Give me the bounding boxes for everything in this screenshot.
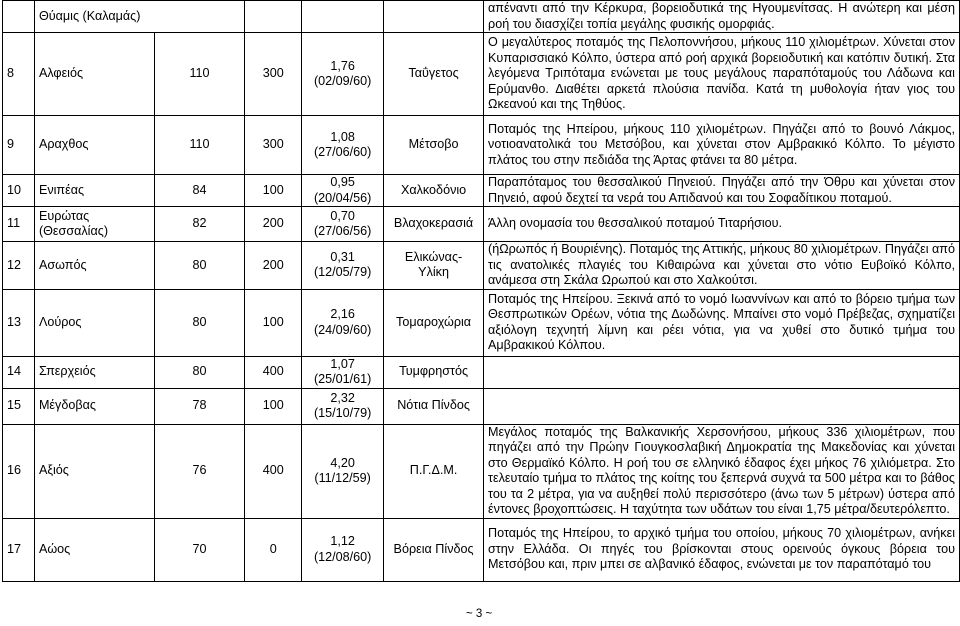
record-date: (11/12/59) bbox=[314, 471, 371, 485]
record-date: (25/01/61) bbox=[313, 372, 372, 386]
river-description: Ποταμός της Ηπείρου. Ξεκινά από το νομό Ιωαννίνων και από το βόρειο τμήμα των Θεσπρωτικών Ορέων, νότια της Δωδώνης. Μπαίνει στο νομό Πρέβεζας, σχηματίζει αξιόλογη τεχνητή λίμνη και ρέει νότια, για να χυθεί στο δυτικό τμήμα του Αμβρακικού Κόλπου. bbox=[484, 289, 960, 356]
table-row bbox=[3, 388, 960, 424]
record-value: 1,76 bbox=[330, 58, 355, 73]
river-name: Θύαμις (Καλαμάς) bbox=[34, 1, 244, 33]
river-number: 9 bbox=[3, 116, 35, 175]
river-length: 76 bbox=[154, 424, 245, 518]
river-length: 80 bbox=[154, 242, 245, 290]
record-date: (20/04/56) bbox=[313, 190, 372, 205]
river-flow-record bbox=[302, 518, 384, 581]
river-flow-record bbox=[302, 388, 384, 424]
river-name-text: Ενιπέας bbox=[38, 182, 85, 197]
river-length: 110 bbox=[154, 33, 245, 116]
river-number: 15 bbox=[3, 388, 35, 424]
river-number: 11 bbox=[3, 207, 35, 242]
river-basin: 100 bbox=[245, 388, 302, 424]
river-length: 70 bbox=[154, 518, 245, 581]
record-value: 0,70 bbox=[330, 208, 355, 223]
record-value: 1,08 bbox=[330, 129, 355, 144]
source-text: Χαλκοδόνιο bbox=[400, 182, 467, 197]
record-value: 0,31 bbox=[330, 249, 355, 264]
river-flow-record bbox=[302, 424, 384, 518]
river-name-text: Αώος bbox=[38, 541, 71, 556]
river-basin: 100 bbox=[245, 289, 302, 356]
river-source bbox=[384, 356, 484, 388]
river-basin: 200 bbox=[245, 207, 302, 242]
river-name bbox=[34, 207, 154, 242]
table-row bbox=[3, 207, 960, 242]
river-description bbox=[484, 388, 960, 424]
river-name-text: Λούρος bbox=[38, 314, 82, 329]
river-source bbox=[384, 242, 484, 290]
record-value: 1,07 bbox=[330, 356, 355, 371]
river-name-text: Αξιός bbox=[38, 463, 69, 478]
river-flow-record bbox=[302, 356, 384, 388]
river-name-text: Μέγδοβας bbox=[38, 398, 96, 413]
river-basin: 200 bbox=[245, 242, 302, 290]
river-source bbox=[384, 175, 484, 207]
source-text: Τομαροχώρια bbox=[396, 314, 472, 329]
river-flow-record bbox=[302, 242, 384, 290]
river-name bbox=[34, 388, 154, 424]
rivers-table bbox=[2, 0, 960, 582]
river-source bbox=[384, 207, 484, 242]
river-description: Ποταμός της Ηπείρου, το αρχικό τμήμα του οποίου, μήκους 70 χιλιομέτρων, ανήκει στην Ελλάδα. Οι πηγές του βρίσκονται στους ορεινούς όγκους βόρεια του Μετσόβου και, πριν μπει σε αλβανικό έδαφος, ενώνεται με τον παραπόταμό του bbox=[484, 518, 960, 581]
record-value: 4,20 bbox=[330, 455, 355, 470]
table-row bbox=[3, 289, 960, 356]
river-number: 12 bbox=[3, 242, 35, 290]
table-row bbox=[3, 424, 960, 518]
river-basin: 400 bbox=[245, 424, 302, 518]
river-source bbox=[384, 289, 484, 356]
river-number: 13 bbox=[3, 289, 35, 356]
river-length: 78 bbox=[154, 388, 245, 424]
river-basin: 300 bbox=[245, 33, 302, 116]
river-name bbox=[34, 356, 154, 388]
river-name bbox=[34, 424, 154, 518]
river-basin: 300 bbox=[245, 116, 302, 175]
source-text: Νότια Πίνδος bbox=[397, 398, 470, 413]
table-row bbox=[3, 356, 960, 388]
source-text: Βλαχοκερασιά bbox=[393, 216, 474, 231]
river-length: 80 bbox=[154, 356, 245, 388]
table-row bbox=[3, 518, 960, 581]
record-value: 0,95 bbox=[330, 175, 355, 189]
river-length: 110 bbox=[154, 116, 245, 175]
river-number: 8 bbox=[3, 33, 35, 116]
source-text-line2: Υλίκη bbox=[418, 265, 449, 280]
record-value: 2,16 bbox=[330, 307, 355, 321]
river-description: Άλλη ονομασία του θεσσαλικού ποταμού Τιταρήσιου. bbox=[484, 207, 960, 242]
river-name bbox=[34, 116, 154, 175]
river-name bbox=[34, 518, 154, 581]
river-name bbox=[34, 175, 154, 207]
river-name bbox=[34, 289, 154, 356]
river-number: 16 bbox=[3, 424, 35, 518]
river-length: 80 bbox=[154, 289, 245, 356]
river-description: (ήΩρωπός ή Βουριένης). Ποταμός της Αττικής, μήκους 80 χιλιομέτρων. Πηγάζει από τις ανατολικές πλαγιές του Κιθαιρώνα και χύνεται στο νότιο Ευβοϊκό Κόλπο, ανάμεσα στη Σκάλα Ωρωπού και στο Χαλκούτσι. bbox=[484, 242, 960, 290]
river-description: Μεγάλος ποταμός της Βαλκανικής Χερσονήσου, μήκους 336 χιλιομέτρων, που πηγάζει από την Πρώην Γιουγκοσλαβική Δημοκρατία της Μακεδονίας και χύνεται στο Θερμαϊκό Κόλπο. Η ροή του σε ελληνικό έδαφος έχει μήκος 76 χιλιόμετρα. Στο τελευταίο τμήμα το πλάτος της κοίτης του ξεπερνά συχνά τα 500 μέτρα και το βάθος του τα 2 μέτρα, για να αυξηθεί πολύ περισσότερο (άνω των 5 μέτρων) ύστερα από έντονες βροχοπτώσεις. Η ταχύτητα των υδάτων του είναι 1,75 μέτρα/δευτερόλεπτο. bbox=[484, 424, 960, 518]
river-number: 14 bbox=[3, 356, 35, 388]
river-name-text: Σπερχειός bbox=[38, 364, 96, 379]
river-source bbox=[384, 388, 484, 424]
table-row bbox=[3, 1, 960, 33]
record-date: (12/08/60) bbox=[313, 549, 372, 564]
river-description: Ο μεγαλύτερος ποταμός της Πελοποννήσου, μήκους 110 χιλιομέτρων. Χύνεται στον Κυπαρισσιακό Κόλπο, ύστερα από ροή αρχικά βορειοδυτική και κατόπιν δυτική. Στα λεγόμενα Τριπόταμα ενώνεται με τους μεγάλους παραπόταμούς του Λάδωνα και Ερύμανθο. Διαθέτει αρκετά πλούσια πανίδα. Κατά τη μυθολογία ήταν γιος του Ωκεανού και της Τηθύος. bbox=[484, 33, 960, 116]
river-flow-record bbox=[302, 116, 384, 175]
river-basin: 100 bbox=[245, 175, 302, 207]
page-number: ~ 3 ~ bbox=[466, 608, 493, 620]
river-number: 10 bbox=[3, 175, 35, 207]
river-source bbox=[384, 518, 484, 581]
river-length: 82 bbox=[154, 207, 245, 242]
rivers-table-body bbox=[3, 1, 960, 582]
source-text: Ταΰγετος bbox=[408, 66, 459, 81]
table-row bbox=[3, 242, 960, 290]
river-source bbox=[384, 116, 484, 175]
record-value: 1,12 bbox=[330, 534, 355, 548]
record-date: (12/05/79) bbox=[313, 265, 372, 280]
river-flow-record bbox=[302, 175, 384, 207]
record-date: (02/09/60) bbox=[313, 74, 372, 88]
source-text: Βόρεια Πίνδος bbox=[393, 541, 474, 556]
river-source bbox=[384, 33, 484, 116]
river-description: Ποταμός της Ηπείρου, μήκους 110 χιλιομέτρων. Πηγάζει από το βουνό Λάκμος, νοτιοανατολικά του Μετσόβου, και χύνεται στον Αμβρακικό Κόλπο. Το μέγιστο πλάτος του στην πεδιάδα της Άρτας φτάνει τα 80 μέτρα. bbox=[484, 116, 960, 175]
record-date: (27/06/56) bbox=[313, 224, 372, 238]
river-flow-record bbox=[302, 33, 384, 116]
source-text: Π.Γ.Δ.Μ. bbox=[409, 463, 458, 478]
source-text: Ελικώνας- bbox=[404, 249, 463, 264]
river-description: Παραπόταμος του θεσσαλικού Πηνειού. Πηγάζει από την Όθρυ και χύνεται στον Πηνειό, αφού δεχτεί τα νερά του Απιδανού και του Σοφαδίτικου ποταμού. bbox=[484, 175, 960, 207]
record-date: (15/10/79) bbox=[313, 406, 372, 420]
record-date: (27/06/60) bbox=[313, 145, 372, 159]
river-flow-record bbox=[302, 207, 384, 242]
table-row bbox=[3, 33, 960, 116]
river-name bbox=[34, 242, 154, 290]
river-name-text: Ασωπός bbox=[38, 257, 87, 272]
river-basin: 400 bbox=[245, 356, 302, 388]
source-text: Τυμφρηστός bbox=[399, 364, 469, 379]
river-length: 84 bbox=[154, 175, 245, 207]
river-description bbox=[484, 356, 960, 388]
table-row bbox=[3, 175, 960, 207]
table-row bbox=[3, 116, 960, 175]
river-number: 17 bbox=[3, 518, 35, 581]
river-flow-record bbox=[302, 289, 384, 356]
river-name-text: Ευρώτας bbox=[38, 208, 90, 223]
record-value: 2,32 bbox=[330, 390, 355, 405]
river-basin: 0 bbox=[245, 518, 302, 581]
river-description: απέναντι από την Κέρκυρα, βορειοδυτικά της Ηγουμενίτσας. Η ανώτερη και μέση ροή του διασχίζει τοπία μεγάλης φυσικής ομορφιάς. bbox=[484, 1, 960, 33]
river-name-text: Αραχθος bbox=[38, 137, 89, 152]
river-source bbox=[384, 424, 484, 518]
source-text: Μέτσοβο bbox=[408, 137, 459, 152]
record-date: (24/09/60) bbox=[313, 322, 372, 337]
river-name bbox=[34, 33, 154, 116]
river-name-text: Αλφειός bbox=[38, 66, 84, 81]
river-name-qualifier: (Θεσσαλίας) bbox=[38, 224, 109, 238]
